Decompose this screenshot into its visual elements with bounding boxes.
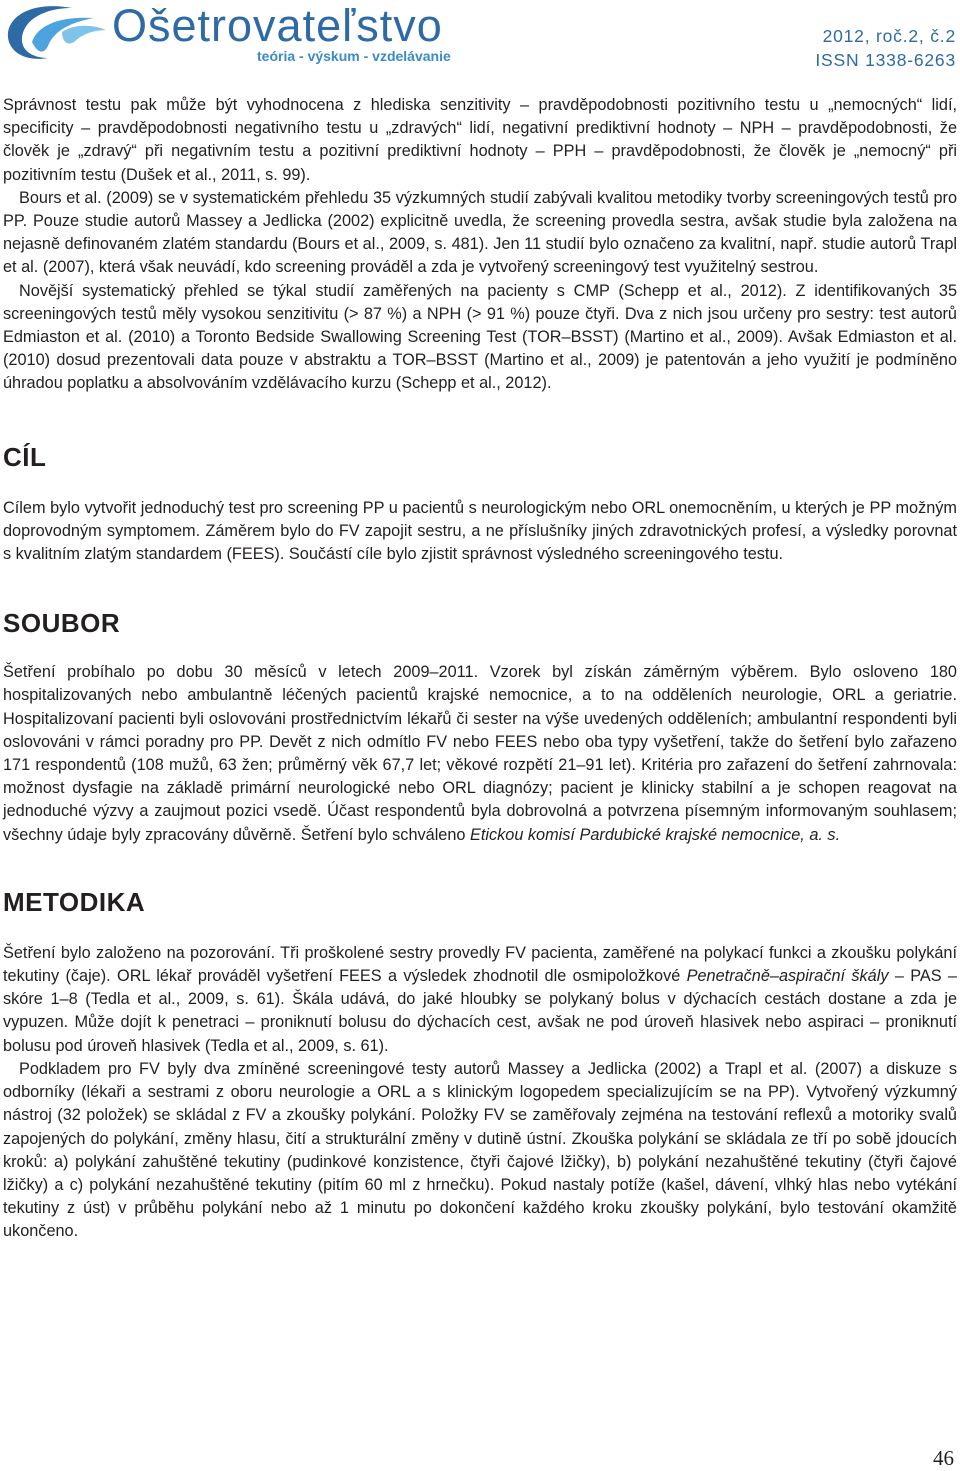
cil-paragraph: Cílem bylo vytvořit jednoduchý test pro screening PP u pacientů s neurologickým nebo ORL onemocněním, u kterých je PP možným doprovodným symptomem. Záměrem bylo do FV zapojit sestru, a ne příslušníky jiných zdravotnických profesí, a výsledky porovnat s kvalitním zlatým standardem (FEES). Součástí cíle bylo zjistit správnost výsledného screeningového testu. — [3, 498, 957, 564]
article-body — [3, 94, 957, 1244]
section-heading-cil: CÍL — [3, 441, 47, 472]
metodika-text-b: – PAS – skóre 1–8 (Tedla et al., 2009, s. 61). Škála udává, do jaké hloubky se polykaný bolus v dýchacích cestách dostane a zda je vypuzen. Může dojít k penetraci – proniknutí bolusu do dýchacích cest, avšak ne pod úroveň hlasivek nebo aspiraci – proniknutí bolusu pod úroveň hlasivek (Tedla et al., 2009, s. 61). — [3, 967, 957, 1055]
metodika-text-a: Šetření bylo založeno na pozorování. Tři proškolené sestry provedly FV pacienta, zaměřené na polykací funkci a zkoušku polykání tekutiny (čaje). ORL lékař prováděl vyšetření FEES a výsledek zhodnotil dle osmipoložkové — [3, 943, 957, 986]
intro-paragraph-3: Novější systematický přehled se týkal studií zaměřených na pacienty s CMP (Schepp et al., 2012). Z identifikovaných 35 screeningových testů měly vysokou senzitivitu (> 87 %) a NPH (> 91 %) pouze čtyři. Dva z nich jsou určeny pro sestry: test autorů Edmiaston et al. (2010) a Toronto Bedside Swallowing Screening Test (TOR–BSST) (Martino et al., 2009). Avšak Edmiaston et al. (2010) dosud prezentovali data pouze v abstraktu a TOR–BSST (Martino et al., 2009) je patentován a jeho využití je podmíněno úhradou poplatku a absolvováním vzdělávacího kurzu (Schepp et al., 2012). — [3, 281, 957, 393]
page-number: 46 — [933, 1446, 954, 1470]
metodika-paragraph-2: Podkladem pro FV byly dva zmíněné screeningové testy autorů Massey a Jedlicka (2002) a Trapl et al. (2007) a diskuze s odborníky (lékaři a sestrami z oboru neurologie a ORL a s klinickým logopedem specializujícím se na PP). Vytvořený výzkumný nástroj (32 položek) se skládal z FV a zkoušky polykání. Položky FV se zaměřovaly zejména na testování reflexů a motoriky svalů zapojených do polykání, změny hlasu, čití a strukturální změny v dutině ústní. Zkouška polykání se skládala ze tří po sobě jdoucích kroků: a) polykání zahuštěné tekutiny (pudinkové konzistence, čtyři čajové lžičky), b) polykání nezahuštěné tekutiny (čtyři čajové lžičky) a c) polykání nezahuštěné tekutiny (pitím 60 ml z hrnečku). Pokud nastaly potíže (kašel, dávení, vlhký hlas nebo vytékání tekutiny z úst) v průběhu polykání nebo až 1 minutu po dokončení každého kroku zkoušky polykání, bylo testování okamžitě ukončeno. — [3, 1059, 957, 1241]
journal-header — [0, 0, 960, 80]
swoosh-logo-icon — [2, 2, 112, 64]
metodika-scale-name: Penetračně–aspirační škály — [686, 967, 889, 986]
soubor-text: Šetření probíhalo po dobu 30 měsíců v letech 2009–2011. Vzorek byl získán záměrným výběrem. Bylo osloveno 180 hospitalizovaných nebo ambulantně léčených pacientů krajské nemocnice, a to na odděleních neurologie, ORL a geriatrie. Hospitalizovaní pacienti byli oslovováni prostřednictvím lékařů či sester na výše uvedených odděleních; ambulantní respondenti byli oslovováni v rámci poradny pro PP. Devět z nich odmítlo FV nebo FEES nebo oba typy vyšetření, takže do šetření bylo zařazeno 171 respondentů (108 mužů, 63 žen; průměrný věk 67,7 let; věkové rozpětí 21–91 let). Kritéria pro zařazení do šetření zahrnovala: možnost dysfagie na základě primární neurologické nebo ORL diagnózy; pacient je klinicky stabilní a je schopen reagovat na jednoduché výzvy a zaujmout pozici vsedě. Účast respondentů byla dobrovolná a potvrzena písemným informovaným souhlasem; všechny údaje byly zpracovány důvěrně. Šetření bylo schváleno — [3, 663, 957, 844]
section-heading-soubor: SOUBOR — [3, 608, 121, 639]
intro-paragraph-2: Bours et al. (2009) se v systematickém přehledu 35 výzkumných studií zabývali kvalitou metodiky tvorby screeningových testů pro PP. Pouze studie autorů Massey a Jedlicka (2002) explicitně uvedla, že screening provedla sestra, avšak studie byla založena na nejasně definovaném zlatém standardu (Bours et al., 2009, s. 481). Jen 11 studií bylo označeno za kvalitní, např. studie autorů Trapl et al. (2007), která však neuvádí, kdo screening prováděl a zda je vytvořený screeningový test využitelný sestrou. — [3, 188, 957, 277]
journal-logo-subtitle: teória - výskum - vzdelávanie — [257, 48, 451, 64]
issue-line: 2012, roč.2, č.2 — [822, 26, 956, 46]
intro-paragraph-1: Správnost testu pak může být vyhodnocena z hlediska senzitivity – pravděpodobnosti pozitivního testu u „nemocných“ lidí, specificity – pravděpodobnosti negativního testu u „zdravých“ lidí, negativní prediktivní hodnoty – NPH – pravděpodobnosti, že člověk je „zdravý“ při negativním testu a pozitivní prediktivní hodnoty – PPH – pravděpodobnosti, že člověk je „nemocný“ při pozitivním testu (Dušek et al., 2011, s. 99). — [3, 96, 957, 184]
issue-info — [815, 24, 956, 72]
journal-logo-title: Ošetrovateľstvo — [112, 0, 443, 51]
soubor-paragraph — [3, 661, 957, 847]
issn-line: ISSN 1338-6263 — [815, 50, 956, 70]
section-heading-metodika: METODIKA — [3, 886, 146, 917]
soubor-ethics-committee: Etickou komisí Pardubické krajské nemocnice, a. s. — [470, 825, 841, 844]
metodika-paragraph-1 — [3, 942, 957, 1058]
